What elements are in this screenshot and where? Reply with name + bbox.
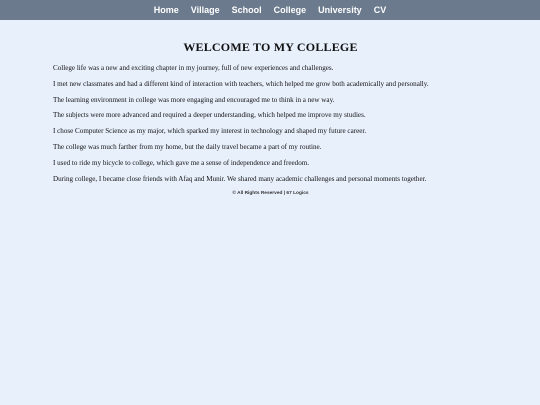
paragraph-environment: The learning environment in college was more engaging and encouraged me to think in a new way.	[53, 95, 335, 104]
paragraph-subjects: The subjects were more advanced and required a deeper understanding, which helped me improve my studies.	[53, 111, 366, 120]
footer-copyright: © All Rights Reserved | 67 Logics	[232, 190, 309, 196]
paragraph-intro: College life was a new and exciting chapter in my journey, full of new experiences and challenges.	[53, 64, 334, 72]
paragraph-major: I chose Computer Science as my major, which sparked my interest in technology and shaped my future career.	[53, 127, 367, 136]
nav-link-village[interactable]: Village	[190, 5, 220, 15]
page-title: WELCOME TO MY COLLEGE	[183, 40, 358, 54]
main-content	[0, 20, 540, 196]
paragraph-travel: The college was much farther from my home, but the daily travel became a part of my routine.	[53, 142, 322, 151]
paragraph-bicycle: I used to ride my bicycle to college, which gave me a sense of independence and freedom.	[53, 158, 310, 167]
nav-link-cv[interactable]: CV	[373, 5, 387, 15]
nav-link-university[interactable]: University	[318, 5, 362, 15]
nav-link-home[interactable]: Home	[153, 5, 179, 15]
nav-link-school[interactable]: School	[231, 5, 262, 15]
top-navbar	[0, 0, 540, 20]
nav-link-college[interactable]: College	[273, 5, 307, 15]
paragraph-classmates: I met new classmates and had a different kind of interaction with teachers, which helped me grow both academically and personally.	[53, 79, 429, 88]
paragraph-friends: During college, I became close friends with Afaq and Munir. We shared many academic challenges and personal moments together.	[53, 174, 427, 183]
